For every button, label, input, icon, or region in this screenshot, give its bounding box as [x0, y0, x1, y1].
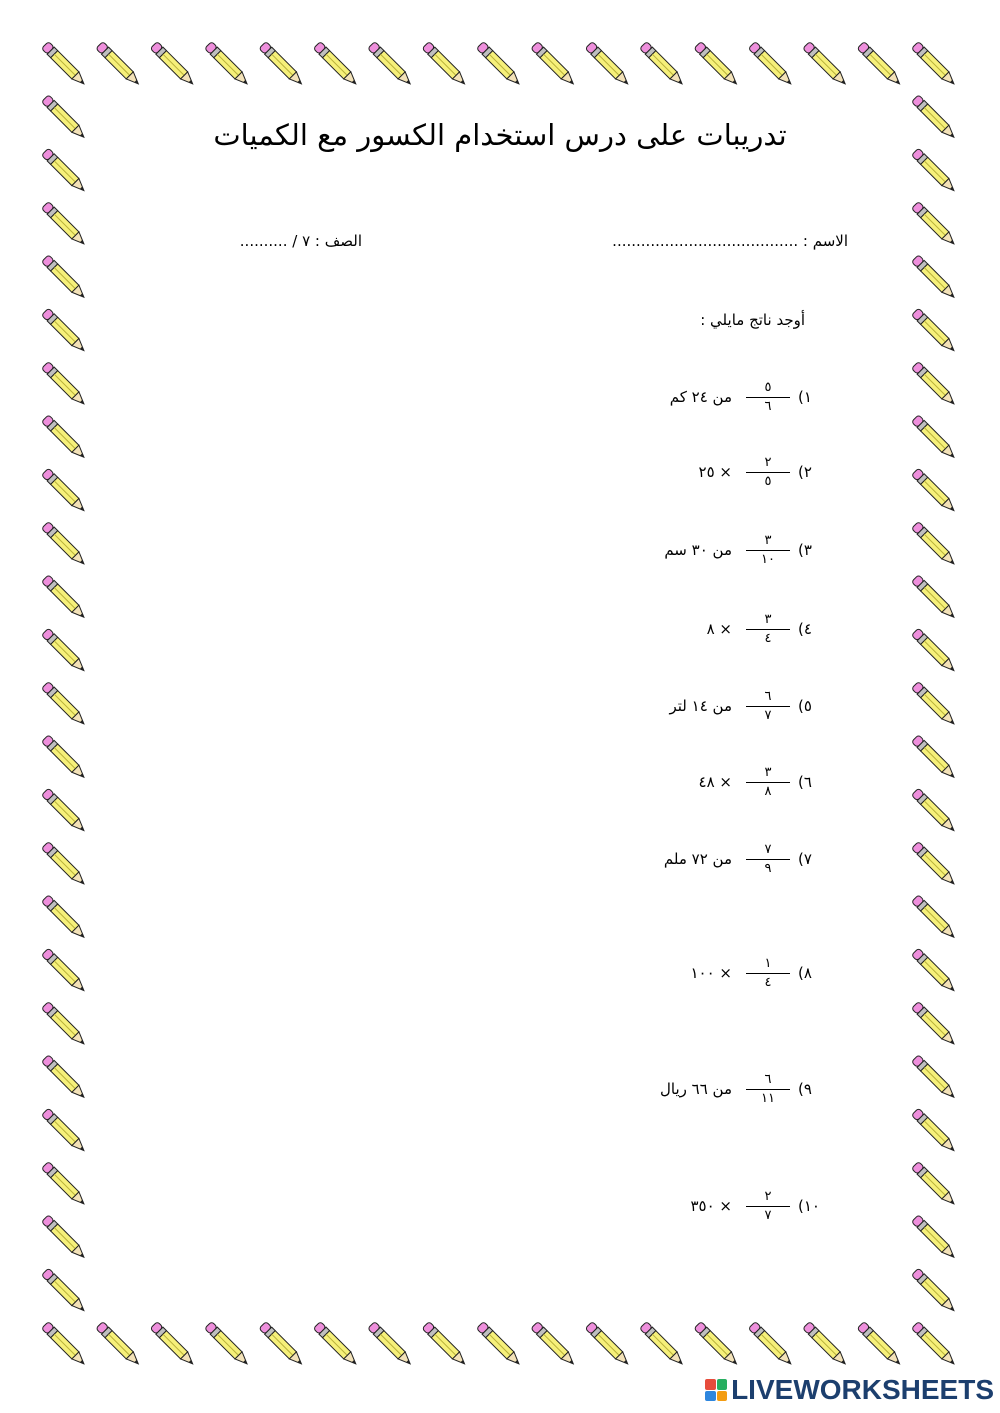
fraction-bar	[746, 706, 790, 707]
pencil-icon	[911, 1108, 957, 1154]
question-number: ١)	[798, 388, 812, 406]
question-7	[600, 839, 820, 879]
pencil-icon	[41, 1321, 87, 1367]
fraction-bar	[746, 472, 790, 473]
pencil-icon	[41, 148, 87, 194]
pencil-icon	[41, 735, 87, 781]
pencil-icon	[368, 41, 414, 87]
fraction	[746, 456, 790, 489]
pencil-icon	[41, 841, 87, 887]
question-quantity: من ٣٠ سم	[664, 541, 732, 559]
pencil-icon	[911, 1161, 957, 1207]
question-3	[600, 530, 820, 570]
pencil-icon	[911, 575, 957, 621]
worksheet-title: تدريبات على درس استخدام الكسور مع الكميات	[213, 118, 787, 152]
fraction-bar	[746, 782, 790, 783]
pencil-icon	[41, 1268, 87, 1314]
fraction-numerator: ١	[764, 955, 772, 971]
pencil-icon	[911, 255, 957, 301]
pencil-icon	[911, 681, 957, 727]
pencil-icon	[640, 41, 686, 87]
pencil-icon	[911, 895, 957, 941]
fraction	[746, 957, 790, 990]
pencil-icon	[41, 895, 87, 941]
pencil-icon	[911, 1001, 957, 1047]
fraction-bar	[746, 629, 790, 630]
pencil-icon	[41, 1108, 87, 1154]
question-quantity: من ١٤ لتر	[669, 697, 732, 715]
fraction-denominator: ١١	[761, 1090, 775, 1106]
fraction-numerator: ٦	[764, 1071, 772, 1087]
pencil-icon	[748, 1321, 794, 1367]
question-number: ١٠)	[798, 1197, 820, 1215]
pencil-icon	[476, 41, 522, 87]
pencil-icon	[531, 41, 577, 87]
pencil-icon	[476, 1321, 522, 1367]
name-field[interactable]: الاسم : .......................................	[612, 232, 848, 250]
fraction	[746, 766, 790, 799]
question-number: ٢)	[798, 463, 812, 481]
pencil-icon	[422, 1321, 468, 1367]
fraction	[746, 843, 790, 876]
fraction-denominator: ٦	[764, 398, 772, 414]
fraction-numerator: ٥	[764, 379, 772, 395]
pencil-icon	[911, 1321, 957, 1367]
fraction-numerator: ٣	[764, 532, 772, 548]
fraction-denominator: ١٠	[761, 551, 775, 567]
pencil-icon	[422, 41, 468, 87]
fraction-denominator: ٧	[764, 1207, 772, 1223]
question-8	[600, 953, 820, 993]
pencil-icon	[911, 1055, 957, 1101]
fraction-numerator: ٢	[764, 1188, 772, 1204]
fraction-numerator: ٣	[764, 764, 772, 780]
pencil-icon	[911, 95, 957, 141]
fraction-denominator: ٧	[764, 707, 772, 723]
fraction	[746, 690, 790, 723]
pencil-icon	[41, 1055, 87, 1101]
pencil-icon	[585, 41, 631, 87]
question-quantity: من ٢٤ كم	[669, 388, 732, 406]
pencil-icon	[911, 788, 957, 834]
question-quantity: × ٢٥	[698, 463, 732, 481]
pencil-icon	[41, 681, 87, 727]
class-field[interactable]: الصف : ٧ / ..........	[239, 232, 362, 250]
fraction-denominator: ٩	[764, 860, 772, 876]
fraction	[746, 534, 790, 567]
pencil-icon	[911, 1268, 957, 1314]
pencil-icon	[803, 41, 849, 87]
fraction-numerator: ٢	[764, 454, 772, 470]
pencil-icon	[150, 1321, 196, 1367]
question-number: ٤)	[798, 620, 812, 638]
fraction-bar	[746, 397, 790, 398]
question-quantity: × ٨	[706, 620, 732, 638]
pencil-icon	[41, 41, 87, 87]
question-1	[600, 377, 820, 417]
pencil-icon	[41, 1215, 87, 1261]
pencil-icon	[585, 1321, 631, 1367]
pencil-icon	[41, 468, 87, 514]
fraction-bar	[746, 973, 790, 974]
pencil-icon	[41, 415, 87, 461]
fraction-denominator: ٤	[764, 630, 772, 646]
pencil-icon	[96, 1321, 142, 1367]
fraction-denominator: ٥	[764, 473, 772, 489]
pencil-icon	[259, 41, 305, 87]
question-number: ٨)	[798, 964, 812, 982]
pencil-icon	[531, 1321, 577, 1367]
pencil-icon	[96, 41, 142, 87]
fraction-denominator: ٤	[764, 974, 772, 990]
question-number: ٥)	[798, 697, 812, 715]
pencil-icon	[41, 1161, 87, 1207]
question-number: ٩)	[798, 1080, 812, 1098]
pencil-icon	[41, 201, 87, 247]
pencil-icon	[911, 1215, 957, 1261]
fraction	[746, 381, 790, 414]
pencil-icon	[150, 41, 196, 87]
fraction	[746, 1190, 790, 1223]
question-number: ٦)	[798, 773, 812, 791]
question-number: ٧)	[798, 850, 812, 868]
pencil-icon	[41, 948, 87, 994]
question-6	[600, 762, 820, 802]
question-quantity: × ١٠٠	[690, 964, 732, 982]
pencil-icon	[911, 415, 957, 461]
question-quantity: من ٦٦ ريال	[659, 1080, 732, 1098]
fraction-numerator: ٦	[764, 688, 772, 704]
pencil-icon	[41, 628, 87, 674]
pencil-icon	[857, 41, 903, 87]
instruction-text: أوجد ناتج مايلي :	[700, 311, 805, 329]
pencil-icon	[911, 521, 957, 567]
pencil-icon	[911, 468, 957, 514]
question-quantity: من ٧٢ ملم	[663, 850, 732, 868]
pencil-icon	[41, 521, 87, 567]
liveworksheets-logo	[705, 1373, 994, 1407]
fraction-numerator: ٣	[764, 611, 772, 627]
pencil-icon	[911, 628, 957, 674]
question-quantity: × ٣٥٠	[690, 1197, 732, 1215]
pencil-icon	[259, 1321, 305, 1367]
pencil-icon	[41, 575, 87, 621]
pencil-icon	[911, 361, 957, 407]
question-4	[600, 609, 820, 649]
pencil-icon	[205, 41, 251, 87]
pencil-icon	[205, 1321, 251, 1367]
pencil-icon	[368, 1321, 414, 1367]
fraction-bar	[746, 859, 790, 860]
pencil-icon	[911, 308, 957, 354]
pencil-icon	[911, 948, 957, 994]
question-10	[600, 1186, 820, 1226]
pencil-icon	[911, 41, 957, 87]
pencil-icon	[41, 308, 87, 354]
pencil-icon	[41, 255, 87, 301]
pencil-icon	[911, 735, 957, 781]
pencil-icon	[694, 41, 740, 87]
liveworksheets-logo-icon	[705, 1379, 727, 1401]
question-5	[600, 686, 820, 726]
pencil-icon	[313, 41, 359, 87]
pencil-icon	[41, 361, 87, 407]
fraction-bar	[746, 1089, 790, 1090]
pencil-icon	[911, 841, 957, 887]
pencil-icon	[41, 95, 87, 141]
pencil-icon	[911, 201, 957, 247]
fraction	[746, 1073, 790, 1106]
pencil-icon	[313, 1321, 359, 1367]
question-9	[600, 1069, 820, 1109]
pencil-icon	[803, 1321, 849, 1367]
fraction	[746, 613, 790, 646]
pencil-icon	[41, 788, 87, 834]
fraction-denominator: ٨	[764, 783, 772, 799]
pencil-icon	[857, 1321, 903, 1367]
pencil-icon	[911, 148, 957, 194]
pencil-icon	[640, 1321, 686, 1367]
pencil-icon	[41, 1001, 87, 1047]
question-quantity: × ٤٨	[698, 773, 732, 791]
fraction-bar	[746, 550, 790, 551]
question-number: ٣)	[798, 541, 812, 559]
question-2	[600, 452, 820, 492]
pencil-icon	[748, 41, 794, 87]
fraction-bar	[746, 1206, 790, 1207]
fraction-numerator: ٧	[764, 841, 772, 857]
liveworksheets-logo-text: LIVEWORKSHEETS	[731, 1374, 994, 1405]
pencil-icon	[694, 1321, 740, 1367]
